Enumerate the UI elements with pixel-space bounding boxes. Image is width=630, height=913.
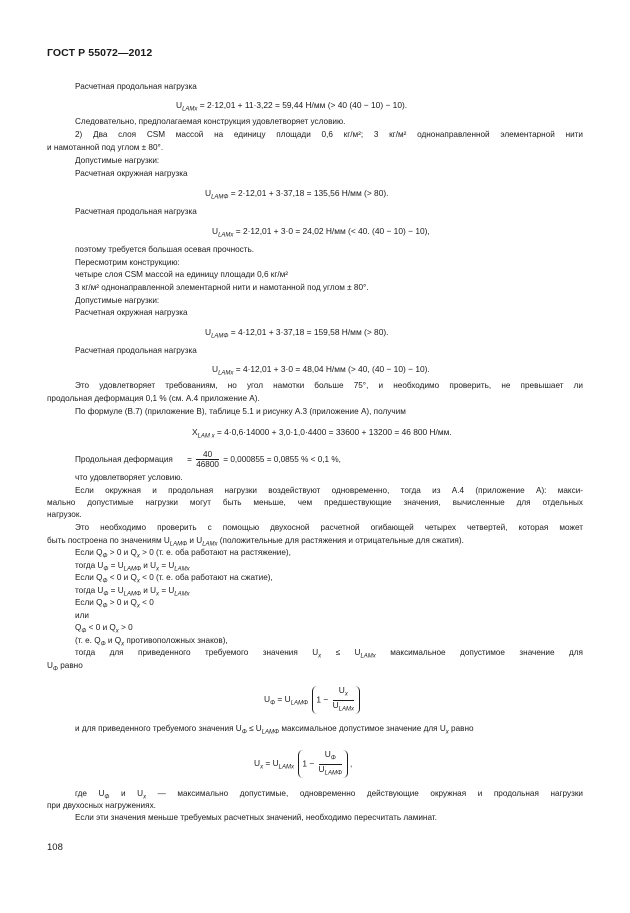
text-line: Это необходимо проверить с помощью двухосной расчетной огибающей четырех четвертей, которая может — [75, 523, 583, 532]
text-line: четыре слоя CSM массой на единицу площади 0,6 кг/м² — [75, 270, 288, 279]
text-line: тогда $U_\Phi = U_{LAM\Phi}$ и $U_x = U_{LAMx}$ — [75, 561, 190, 573]
text-line: поэтому требуется большая осевая прочность. — [75, 245, 255, 254]
text-line: Если $Q_\Phi > 0$ и $Q_x > 0$ (т. е. оба работают на растяжение), — [75, 548, 291, 560]
fraction-denominator: $U_{LAM\Phi}$ — [318, 763, 342, 777]
text-line: Если $Q_\Phi > 0$ и $Q_x < 0$ — [75, 598, 154, 610]
text-line: мально допустимые нагрузки могут быть меньше, чем предшествующие значения, вычисленные для отдельных — [47, 498, 583, 507]
text-line: Это удовлетворяет требованиям, но угол намотки больше 75°, и необходимо проверить, не превышает ли — [75, 381, 583, 390]
formula-one-minus: 1 − — [316, 694, 329, 705]
text-line: нагрузок. — [47, 510, 82, 519]
formula-one-minus: 1 − — [302, 758, 315, 769]
formula-line: $U_{LAMx} = 4\cdot 12,01 + 3\cdot 0 = 48,04$ Н/мм (> 40, (40 − 10) − 10). — [212, 364, 430, 377]
text-line: Пересмотрим конструкцию: — [75, 258, 180, 267]
formula-line: $X_{LAM x} = 4\cdot 0,6\cdot 14000 + 3,0\cdot 1,0\cdot 4400 = 33600 + 13200 = 46$ 800 Н/мм. — [192, 427, 452, 440]
text-line: Расчетная окружная нагрузка — [75, 169, 188, 178]
text-line: тогда для приведенного требуемого значения $U_x \le U_{LAMx}$ максимальное допустимое значение для — [75, 648, 583, 660]
formula-lhs: $U_\Phi = U_{LAM\Phi}$ — [264, 694, 309, 708]
text-line: Допустимые нагрузки: — [75, 296, 160, 305]
text-line: при двухосных нагружениях. — [47, 801, 156, 810]
text-line: По формуле (В.7) (приложение В), таблице 5.1 и рисунку А.3 (приложение А), получим — [75, 407, 406, 416]
deformation-result: = 0,000855 = 0,0855 % < 0,1 %, — [223, 455, 341, 464]
text-line: Если эти значения меньше требуемых расчетных значений, необходимо пересчитать ламинат. — [75, 813, 437, 822]
text-line: тогда $U_\Phi = U_{LAM\Phi}$ и $U_x = U_{LAMx}$ — [75, 586, 190, 598]
text-line: Если окружная и продольная нагрузки воздействуют одновременно, тогда из А.4 (приложение А): макси- — [75, 486, 583, 495]
formula-line: $U_{LAMx} = 2\cdot 12,01 + 3\cdot 0 = 24,02$ Н/мм (< 40. (40 − 10) − 10), — [212, 226, 430, 239]
fraction-numerator: $U_\Phi$ — [319, 750, 342, 765]
text-line: Расчетная продольная нагрузка — [75, 207, 197, 216]
document-header: ГОСТ Р 55072—2012 — [47, 47, 153, 59]
formula-u-phi — [264, 686, 362, 715]
formula-bracket — [298, 750, 348, 778]
deformation-label: Продольная деформация — [75, 455, 173, 464]
formula-line: $U_{LAMx} = 2\cdot 12,01 + 11\cdot 3,22 = 59,44$ Н/мм (> 40 (40 − 10) − 10). — [176, 100, 408, 113]
text-line: и намотанной под углом ± 80°. — [47, 143, 164, 152]
formula-line: $U_{LAM\Phi} = 2\cdot 12,01 + 3\cdot 37,18 = 135,56$ Н/мм (> 80). — [205, 188, 389, 201]
fraction-numerator: 40 — [196, 450, 219, 460]
text-line: $U_\Phi$ равно — [47, 661, 83, 673]
formula-line: $U_{LAM\Phi} = 4\cdot 12,01 + 3\cdot 37,18 = 159,58$ Н/мм (> 80). — [205, 327, 389, 340]
formula-lhs: $U_x = U_{LAMx}$ — [254, 758, 294, 772]
text-line: 3 кг/м² однонаправленной элементарной нити и намотанной под углом ± 80°. — [75, 283, 369, 292]
formula-bracket — [312, 686, 360, 714]
text-line: Допустимые нагрузки: — [75, 156, 160, 165]
text-line: или — [75, 611, 89, 620]
fraction-denominator: 46800 — [196, 460, 219, 470]
text-line: Если $Q_\Phi < 0$ и $Q_x < 0$ (т. е. оба работают на сжатие), — [75, 573, 273, 585]
formula-comma: , — [349, 758, 353, 769]
deformation-fraction — [196, 450, 219, 469]
text-line: быть построена по значениям $U_{LAM\Phi}$ и $U_{LAMx}$ (положительные для растяжения и отрицательные для сжатия). — [47, 536, 464, 548]
text-line: (т. е. $Q_\Phi$ и $Q_x$ противоположных знаков), — [75, 636, 228, 648]
text-line: 2) Два слоя CSM массой на единицу площади 0,6 кг/м²; 3 кг/м² однонаправленной элементарной нити — [75, 130, 583, 139]
text-line: где $U_\Phi$ и $U_x$ — максимально допустимые, одновременно действующие окружная и продольная нагрузки — [75, 789, 583, 801]
page-number: 108 — [47, 842, 63, 853]
formula-u-x — [254, 750, 352, 779]
text-line: Расчетная продольная нагрузка — [75, 346, 197, 355]
fraction-denominator: $U_{LAMx}$ — [332, 699, 354, 713]
formula-fraction — [333, 686, 354, 714]
deformation-formula: Продольная деформация = $\frac{40}{46800}$ = 0,000855 = 0,0855 % < 0,1 %, — [75, 450, 341, 470]
text-line: Следовательно, предполагаемая конструкция удовлетворяет условию. — [75, 117, 346, 126]
text-line: и для приведенного требуемого значения $U_\Phi \le U_{LAM\Phi}$ максимальное допустимое значение для $U_x$ равно — [75, 724, 474, 736]
text-line: продольная деформация 0,1 % (см. А.4 приложение А). — [47, 394, 260, 403]
fraction-numerator: $U_x$ — [333, 686, 354, 701]
text-line: что удовлетворяет условию. — [75, 473, 183, 482]
text-line: $Q_\Phi < 0$ и $Q_x > 0$ — [75, 623, 133, 635]
text-line: Расчетная продольная нагрузка — [75, 82, 197, 91]
formula-fraction — [319, 750, 342, 778]
text-line: Расчетная окружная нагрузка — [75, 308, 188, 317]
